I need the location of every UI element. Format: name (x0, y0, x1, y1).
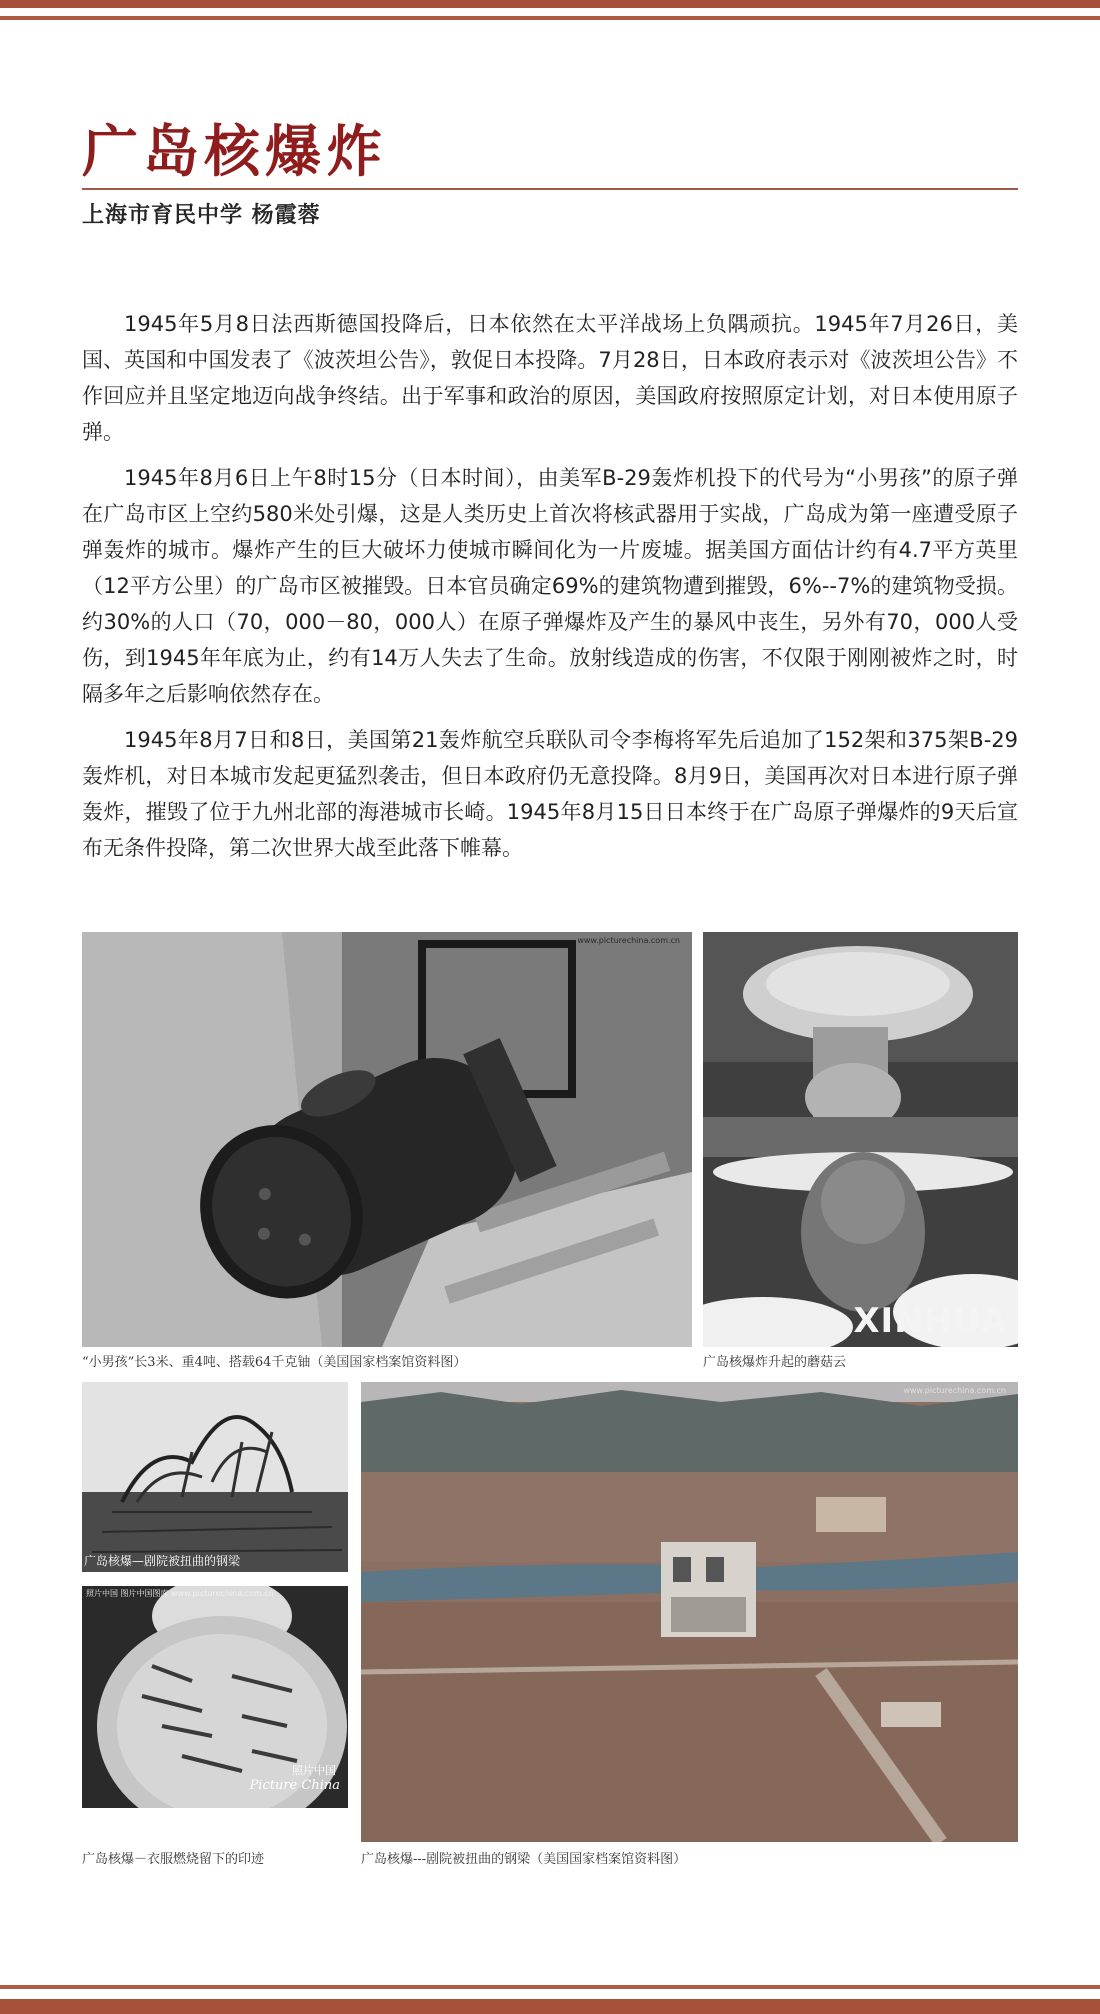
picture-china-watermark: 照片中国 (292, 1764, 336, 1777)
mushroom-cloud-photo (703, 932, 1018, 1347)
paragraph: 1945年8月6日上午8时15分（日本时间），由美军B-29轰炸机投下的代号为“小男孩”的原子弹在广岛市区上空约580米处引爆，这是人类历史上首次将核武器用于实战，广岛成为第一座遭受原子弹轰炸的城市。爆炸产生的巨大破坏力使城市瞬间化为一片废墟。据美国方面估计约有4.7平方英里（12平方公里）的广岛市区被摧毁。日本官员确定69%的建筑物遭到摧毁，6%--7%的建筑物受损。约30%的人口（70，000－80，000人）在原子弹爆炸及产生的暴风中丧生，另外有70，000人受伤，到1945年年底为止，约有14万人失去了生命。放射线造成的伤害，不仅限于刚刚被炸之时，时隔多年之后影响依然存在。 (82, 466, 1018, 706)
burn-marks-photo (82, 1586, 348, 1808)
picture-china-watermark: Picture China (249, 1778, 340, 1793)
city-ruins-caption: 广岛核爆---剧院被扭曲的钢梁（美国国家档案馆资料图） (361, 1852, 687, 1867)
photo-watermark: 照片中国 图片中国图库 www.picturechina.com.cn (86, 1589, 274, 1598)
bomb-photo (82, 932, 692, 1347)
article-body (82, 306, 1018, 876)
top-decorative-band (0, 0, 1100, 8)
top-decorative-line (0, 16, 1100, 20)
paragraph: 1945年8月7日和8日，美国第21轰炸航空兵联队司令李梅将军先后追加了152架和375架B-29轰炸机，对日本城市发起更猛烈袭击，但日本政府仍无意投降。8月9日，美国再次对日本进行原子弹轰炸，摧毁了位于九州北部的海港城市长崎。1945年8月15日日本终于在广岛原子弹爆炸的9天后宣布无条件投降，第二次世界大战至此落下帷幕。 (82, 728, 1018, 860)
bottom-decorative-band (0, 1999, 1100, 2014)
paragraph: 1945年5月8日法西斯德国投降后，日本依然在太平洋战场上负隅顽抗。1945年7月26日，美国、英国和中国发表了《波茨坦公告》，敦促日本投降。7月28日，日本政府表示对《波茨坦公告》不作回应并且坚定地迈向战争终结。出于军事和政治的原因，美国政府按照原定计划，对日本使用原子弹。 (82, 312, 1018, 444)
page-title: 广岛核爆炸 (82, 120, 387, 185)
photo-watermark: www.picturechina.com.cn (903, 1386, 1006, 1395)
twisted-steel-overlay-caption: 广岛核爆—剧院被扭曲的钢梁 (84, 1554, 241, 1568)
photo-watermark: XINHUA (853, 1301, 1008, 1341)
twisted-steel-photo (82, 1382, 348, 1572)
mushroom-cloud-caption: 广岛核爆炸升起的蘑菇云 (703, 1355, 847, 1370)
city-ruins-photo (361, 1382, 1018, 1842)
bottom-decorative-line (0, 1985, 1100, 1989)
bomb-photo-caption: “小男孩”长3米、重4吨、搭载64千克铀（美国国家档案馆资料图） (82, 1355, 467, 1370)
author-line: 上海市育民中学 杨霞蓉 (82, 203, 321, 228)
photo-watermark: www.picturechina.com.cn (577, 936, 680, 945)
burn-marks-caption: 广岛核爆－衣服燃烧留下的印迹 (82, 1852, 265, 1867)
title-divider (82, 188, 1018, 190)
